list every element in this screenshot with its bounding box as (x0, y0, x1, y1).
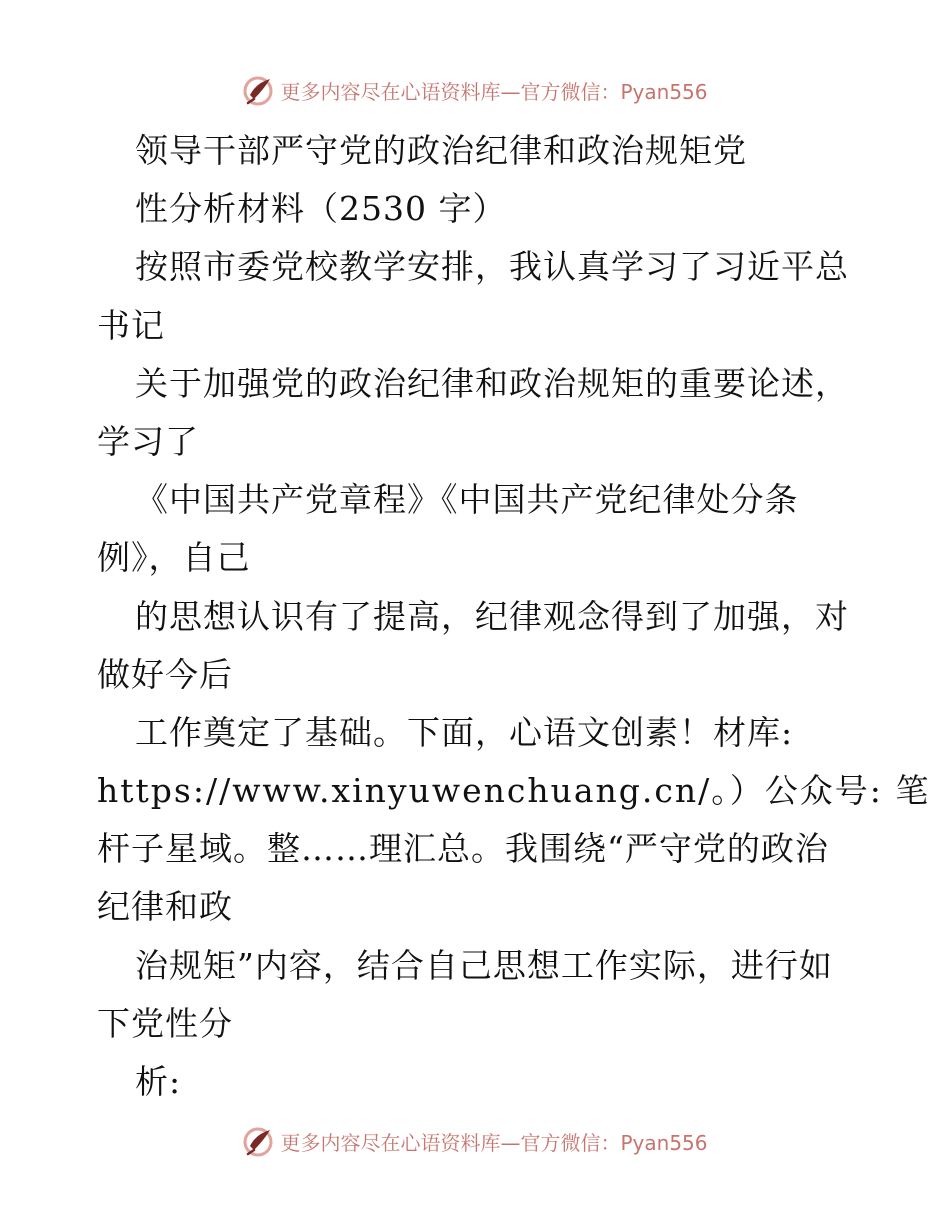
watermark-text: 更多内容尽在心语资料库—官方微信：Pyan556 (280, 79, 708, 104)
watermark-footer (0, 1121, 950, 1161)
paragraph-line: 的思想认识有了提高，纪律观念得到了加强，对 (135, 596, 849, 636)
paragraph-line: 做好今后 (97, 654, 233, 694)
pen-logo-icon (242, 73, 276, 107)
paragraph-line: 下党性分 (97, 1003, 233, 1043)
paragraph-line: 工作奠定了基础。下面，心语文创素！材库: (135, 712, 794, 752)
paragraph-line: 学习了 (97, 421, 199, 461)
paragraph-line: 例》，自己 (97, 538, 251, 578)
watermark-header (0, 70, 950, 110)
paragraph-line: 治规矩”内容，结合自己思想工作实际，进行如 (135, 945, 833, 985)
document-body (97, 122, 931, 1111)
title-line-1: 领导干部严守党的政治纪律和政治规矩党 (135, 131, 747, 170)
paragraph-line: 按照市委党校教学安排，我认真学习了习近平总 (135, 247, 849, 287)
watermark-text: 更多内容尽在心语资料库—官方微信：Pyan556 (280, 1130, 708, 1155)
paragraph-line: 关于加强党的政治纪律和政治规矩的重要论述， (135, 363, 849, 403)
paragraph-line-url: https://www.xinyuwenchuang.cn/。）公众号: 笔 (97, 771, 931, 811)
paragraph-line: 书记 (97, 305, 165, 345)
paragraph-line: 《中国共产党章程》《中国共产党纪律处分条 (135, 480, 799, 520)
paragraph-line: 纪律和政 (97, 887, 233, 927)
paragraph-line: 杆子星域。整……理汇总。我围绕“严守党的政治 (97, 829, 829, 869)
pen-logo-icon (242, 1124, 276, 1158)
title-line-2: 性分析材料（2530 字） (135, 189, 507, 229)
paragraph-line: 析: (135, 1062, 182, 1101)
